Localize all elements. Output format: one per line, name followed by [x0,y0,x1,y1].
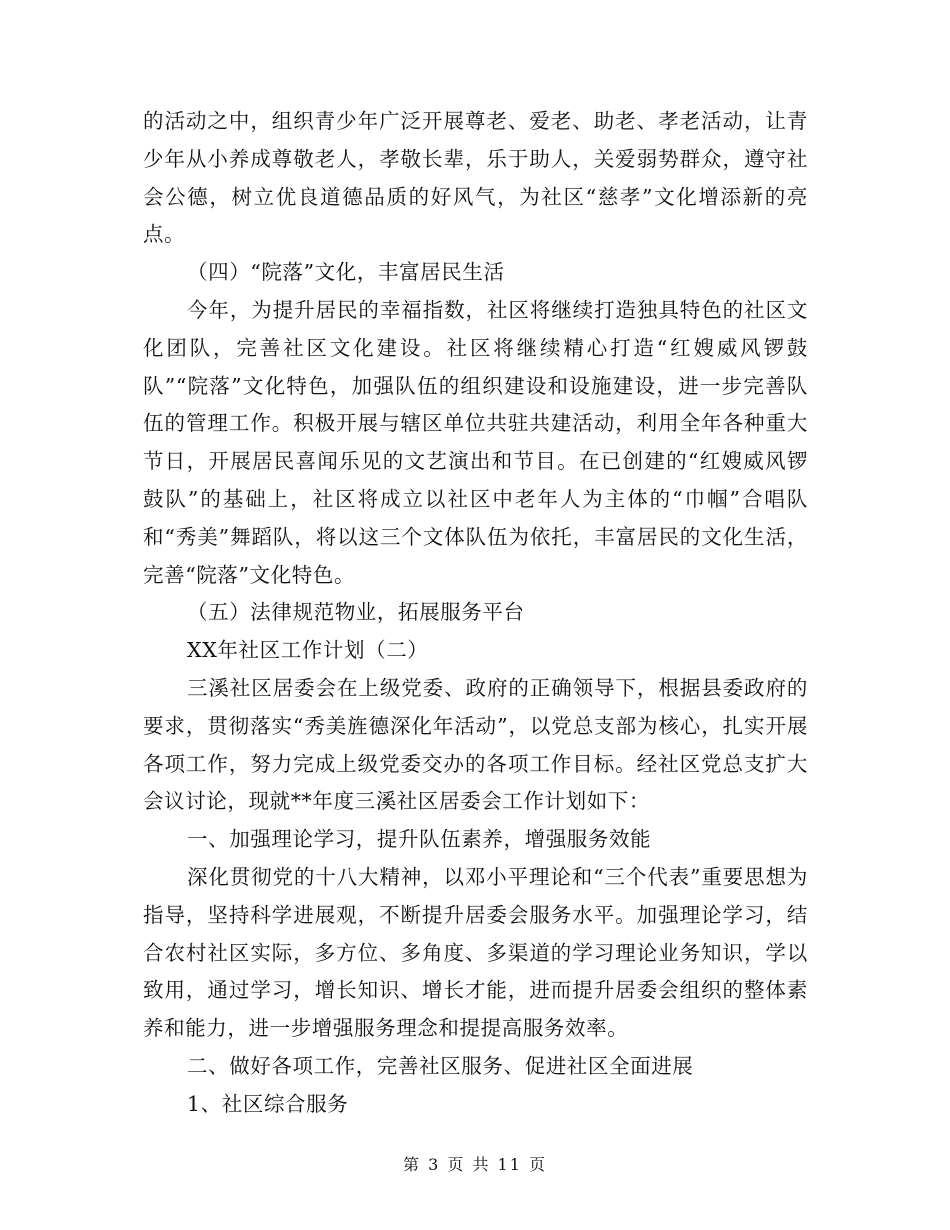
footer-page-number: 3 [428,1155,441,1174]
section-heading-1: 一、加强理论学习，提升队伍素养，增强服务效能 [187,827,652,852]
document-body [143,103,808,1124]
footer-middle: 页 共 [447,1155,491,1174]
footer-suffix: 页 [529,1155,548,1174]
paragraph-continuation: 的活动之中，组织青少年广泛开展尊老、爱老、助老、孝老活动，让青少年从小养成尊敬老人，孝敬长辈，乐于助人，关爱弱势群众，遵守社会公德，树立优良道德品质的好风气，为社区“慈孝”文化增添新的亮点。 [143,109,808,247]
subsection-heading-1: 1、社区综合服务 [187,1091,349,1116]
paragraph-theory-study: 深化贯彻党的十八大精神，以邓小平理论和“三个代表”重要思想为指导，坚持科学进展观，不断提升居委会服务水平。加强理论学习，结合农村社区实际，多方位、多角度、多渠道的学习理论业务知识，学以致用，通过学习，增长知识、增长才能，进而提升居委会组织的整体素养和能力，进一步增强服务理念和提提高服务效率。 [143,864,808,1041]
footer-prefix: 第 [402,1155,421,1174]
paragraph-courtyard-culture: 今年，为提升居民的幸福指数，社区将继续打造独具特色的社区文化团队，完善社区文化建设。社区将继续精心打造“红嫂威风锣鼓队”“院落”文化特色，加强队伍的组织建设和设施建设，进一步完善队伍的管理工作。积极开展与辖区单位共驻共建活动，利用全年各种重大节日，开展居民喜闻乐见的文艺演出和节目。在已创建的“红嫂威风锣鼓队”的基础上，社区将成立以社区中老年人为主体的“巾帼”合唱队和“秀美”舞蹈队，将以这三个文体队伍为依托，丰富居民的文化生活，完善“院落”文化特色。 [143,297,808,587]
page-footer [0,1152,950,1175]
section-heading-4: （四）“院落”文化，丰富居民生活 [187,260,505,285]
paragraph-intro: 三溪社区居委会在上级党委、政府的正确领导下，根据县委政府的要求，贯彻落实“秀美旌德深化年活动”，以党总支部为核心，扎实开展各项工作，努力完成上级党委交办的各项工作目标。经社区党总支扩大会议讨论，现就**年度三溪社区居委会工作计划如下： [143,675,808,814]
plan-title: XX年社区工作计划（二） [187,638,429,663]
section-heading-2: 二、做好各项工作，完善社区服务、促进社区全面进展 [187,1053,694,1078]
section-heading-5: （五）法律规范物业，拓展服务平台 [187,600,525,625]
footer-total-pages: 11 [497,1155,522,1174]
